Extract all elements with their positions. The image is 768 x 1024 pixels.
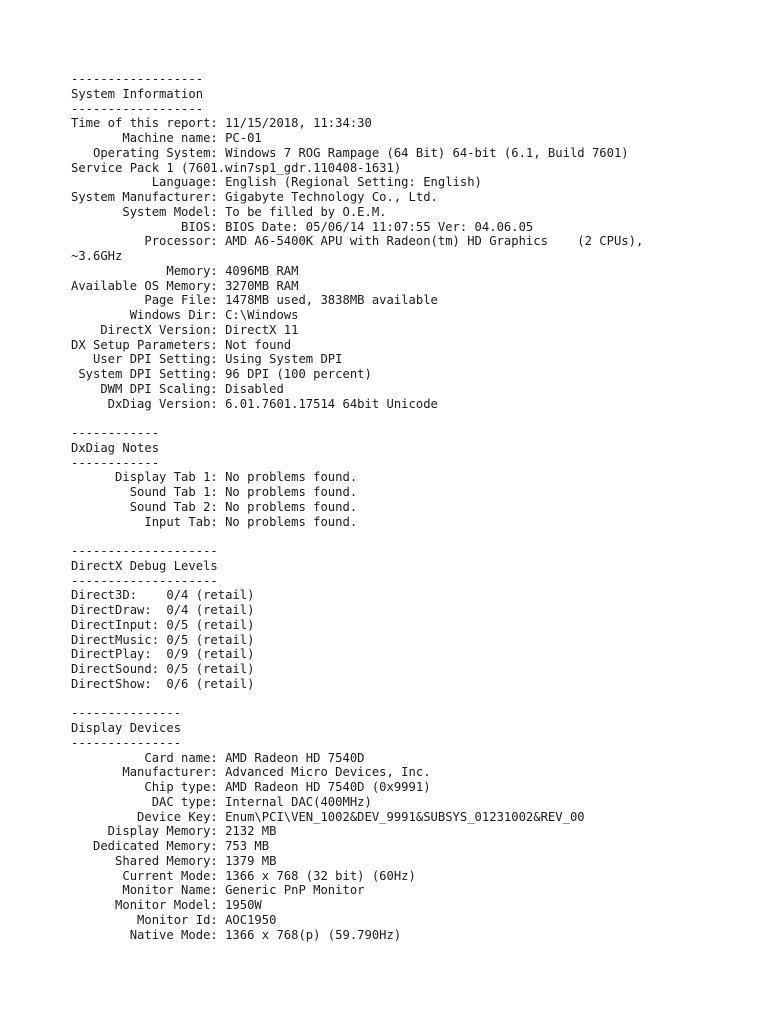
report-line: Card name: AMD Radeon HD 7540D xyxy=(71,750,365,765)
report-line: DirectPlay: 0/9 (retail) xyxy=(71,647,255,662)
report-line: Operating System: Windows 7 ROG Rampage (64 Bit) 64-bit (6.1, Build 7601) xyxy=(71,145,629,160)
section-title: DirectX Debug Levels xyxy=(71,558,218,573)
report-line: Monitor Id: AOC1950 xyxy=(71,912,277,927)
report-line: Dedicated Memory: 753 MB xyxy=(71,839,270,853)
report-line: Manufacturer: Advanced Micro Devices, Inc. xyxy=(71,765,431,780)
report-line: User DPI Setting: Using System DPI xyxy=(71,352,343,367)
report-line: Monitor Model: 1950W xyxy=(71,898,262,912)
report-line: DirectInput: 0/5 (retail) xyxy=(71,617,255,632)
report-line: Language: English (Regional Setting: English) xyxy=(71,175,482,190)
report-line: DirectSound: 0/5 (retail) xyxy=(71,662,255,676)
report-line: BIOS: BIOS Date: 05/06/14 11:07:55 Ver: 04.06.05 xyxy=(71,219,534,234)
report-line: Native Mode: 1366 x 768(p) (59.790Hz) xyxy=(71,927,402,942)
report-line: Direct3D: 0/4 (retail) xyxy=(71,588,255,603)
report-line: Service Pack 1 (7601.win7sp1_gdr.110408-1631) xyxy=(71,160,402,175)
section-divider: ------------------ xyxy=(71,101,204,116)
report-line: Display Memory: 2132 MB xyxy=(71,824,277,839)
report-line: System Model: To be filled by O.E.M. xyxy=(71,204,387,219)
report-line: System Manufacturer: Gigabyte Technology Co., Ltd. xyxy=(71,190,438,204)
report-line: Monitor Name: Generic PnP Monitor xyxy=(71,883,365,898)
section-divider: --------------- xyxy=(71,735,182,750)
dxdiag-report-text xyxy=(71,72,643,942)
section-divider: -------------------- xyxy=(71,573,218,588)
section-title: DxDiag Notes xyxy=(71,440,160,455)
report-line: DAC type: Internal DAC(400MHz) xyxy=(71,794,372,809)
report-line: DWM DPI Scaling: Disabled xyxy=(71,381,284,396)
blank-line xyxy=(71,411,643,426)
report-line: Sound Tab 2: No problems found. xyxy=(71,499,358,514)
report-line: Display Tab 1: No problems found. xyxy=(71,470,358,485)
report-line: ~3.6GHz xyxy=(71,249,123,263)
section-title: System Information xyxy=(71,86,204,101)
report-line: Shared Memory: 1379 MB xyxy=(71,853,277,868)
section-divider: -------------------- xyxy=(71,544,218,558)
report-line: Input Tab: No problems found. xyxy=(71,514,358,529)
report-line: Memory: 4096MB RAM xyxy=(71,263,299,278)
report-line: Available OS Memory: 3270MB RAM xyxy=(71,278,299,293)
report-line: Time of this report: 11/15/2018, 11:34:30 xyxy=(71,116,372,131)
section-divider: ------------ xyxy=(71,455,160,470)
report-line: Sound Tab 1: No problems found. xyxy=(71,485,358,499)
report-line: DX Setup Parameters: Not found xyxy=(71,337,292,352)
section-divider: --------------- xyxy=(71,706,182,721)
report-line: Windows Dir: C:\Windows xyxy=(71,308,299,322)
section-divider: ------------ xyxy=(71,426,160,440)
report-line: System DPI Setting: 96 DPI (100 percent) xyxy=(71,367,372,381)
report-line: Chip type: AMD Radeon HD 7540D (0x9991) xyxy=(71,780,431,794)
report-line: DirectMusic: 0/5 (retail) xyxy=(71,632,255,647)
report-line: Page File: 1478MB used, 3838MB available xyxy=(71,293,438,308)
report-line: DxDiag Version: 6.01.7601.17514 64bit Unicode xyxy=(71,396,438,411)
report-line: Device Key: Enum\PCI\VEN_1002&DEV_9991&SUBSYS_01231002&REV_00 xyxy=(71,809,585,824)
report-line: DirectShow: 0/6 (retail) xyxy=(71,676,255,691)
report-line: Processor: AMD A6-5400K APU with Radeon(tm) HD Graphics (2 CPUs), xyxy=(71,234,644,249)
section-title: Display Devices xyxy=(71,721,182,735)
blank-line xyxy=(71,692,643,707)
report-line: DirectX Version: DirectX 11 xyxy=(71,322,299,337)
section-divider: ------------------ xyxy=(71,72,204,86)
report-line: Machine name: PC-01 xyxy=(71,131,262,145)
report-line: Current Mode: 1366 x 768 (32 bit) (60Hz) xyxy=(71,868,416,883)
report-line: DirectDraw: 0/4 (retail) xyxy=(71,603,255,617)
blank-line xyxy=(71,529,643,544)
